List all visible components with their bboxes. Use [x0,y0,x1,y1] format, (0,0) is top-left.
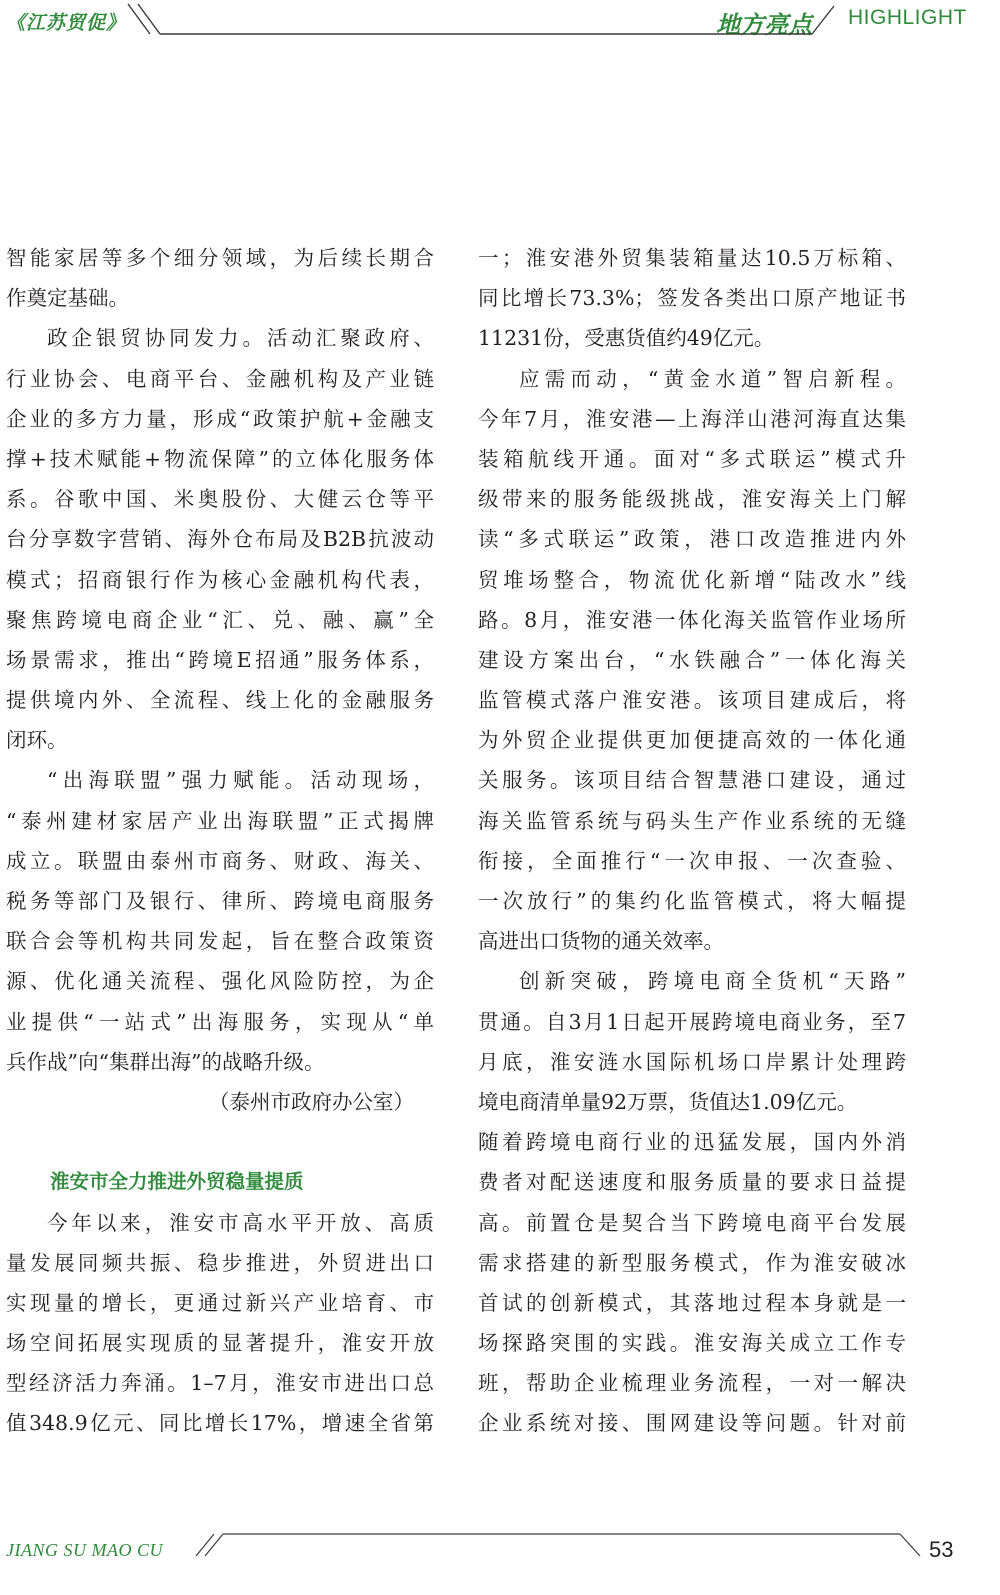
header-slash-3 [812,6,834,34]
magazine-title: 《江苏贸促》 [6,12,127,34]
text-line: 贸堆场整合，物流优化新增“陆改水”线 [478,567,906,592]
source-attribution: （泰州市政府办公室） [209,1089,414,1114]
text-line: 业提供“一站式”出海服务，实现从“单 [6,1009,434,1034]
header-slash-1 [128,4,150,34]
page-number: 53 [929,1537,954,1562]
blank-line [6,1122,434,1162]
section-title: 地方亮点 [716,10,812,39]
section-heading: 淮安市全力推进外贸稳量提质 [50,1170,304,1194]
text-line: 政企银贸协同发力。活动汇聚政府、 [47,326,434,351]
text-line: 同比增长73.3%；签发各类出口原产地证书 [478,286,906,311]
text-line: 量发展同频共振、稳步推进，外贸进出口 [6,1250,434,1275]
text-line: 一次放行”的集约化监管模式，将大幅提 [478,889,906,913]
text-line: 系。谷歌中国、米奥股份、大健云仓等平 [6,487,434,512]
text-line: 闭环。 [6,728,68,753]
text-line: 关服务。该项目结合智慧港口建设，通过 [478,768,906,793]
left-column [6,238,434,1444]
text-line: 装箱航线开通。面对“多式联运”模式升 [478,446,906,471]
text-line: 贯通。自3月1日起开展跨境电商业务，至7 [478,1009,906,1034]
text-line: 建设方案出台，“水铁融合”一体化海关 [478,647,906,672]
text-line: 聚焦跨境电商企业“汇、兑、融、赢”全 [6,607,434,632]
text-line: 型经济活力奔涌。1–7月，淮安市进出口总 [6,1371,434,1396]
text-line: 读“多式联运”政策，港口改造推进内外 [478,527,906,552]
text-line: 路。8月，淮安港一体化海关监管作业场所 [478,607,906,632]
text-line: 源、优化通关流程、强化风险防控，为企 [6,969,434,994]
text-line: 联合会等机构共同发起，旨在整合政策资 [6,929,434,954]
text-line: 企业的多方力量，形成“政策护航+金融支 [6,406,434,431]
text-line: 模式；招商银行作为核心金融机构代表， [6,567,434,592]
text-line: 为外贸企业提供更加便捷高效的一体化通 [478,728,906,753]
text-line: 月底，淮安涟水国际机场口岸累计处理跨 [478,1049,906,1074]
text-line: 费者对配送速度和服务质量的要求日益提 [478,1170,906,1195]
text-line: 今年以来，淮安市高水平开放、高质 [47,1210,434,1235]
text-line: 高。前置仓是契合当下跨境电商平台发展 [478,1210,906,1235]
text-line: 今年7月，淮安港—上海洋山港河海直达集 [478,406,906,431]
text-line: 值348.9亿元、同比增长17%，增速全省第 [6,1411,434,1436]
text-line: 随着跨境电商行业的迅猛发展，国内外消 [478,1130,906,1155]
text-line: 企业系统对接、围网建设等问题。针对前 [478,1411,906,1436]
text-line: 提供境内外、全流程、线上化的金融服务 [6,688,434,713]
text-line: 场空间拓展实现质的显著提升，淮安开放 [6,1331,434,1356]
text-line: 场景需求，推出“跨境E招通”服务体系， [6,647,434,672]
text-line: 级带来的服务能级挑战，淮安海关上门解 [478,487,906,512]
text-line: 智能家居等多个细分领域，为后续长期合 [6,246,434,270]
text-line: 台分享数字营销、海外仓布局及B2B抗波动 [6,527,434,552]
text-line: 监管模式落户淮安港。该项目建成后，将 [478,688,906,713]
section-title-en: HIGHLIGHT [848,6,967,29]
text-line: 衔接，全面推行“一次申报、一次查验、 [478,848,906,873]
text-line: 应需而动，“黄金水道”智启新程。 [519,366,906,391]
text-line: “出海联盟”强力赋能。活动现场， [47,768,434,793]
text-line: “泰州建材家居产业出海联盟”正式揭牌 [6,808,434,833]
footer-slash-2 [205,1534,223,1556]
text-line: 撑+技术赋能+物流保障”的立体化服务体 [6,446,434,471]
text-line: 成立。联盟由泰州市商务、财政、海关、 [6,848,434,873]
text-line: 税务等部门及银行、律所、跨境电商服务 [6,889,434,913]
text-line: 行业协会、电商平台、金融机构及产业链 [6,366,434,391]
text-line: 首试的创新模式，其落地过程本身就是一 [478,1290,906,1315]
text-line: 作奠定基础。 [6,286,129,311]
footer-slash-3 [900,1534,920,1556]
text-line: 实现量的增长，更通过新兴产业培育、市 [6,1290,434,1315]
text-line: 一；淮安港外贸集装箱量达10.5万标箱、 [478,246,906,270]
text-line: 境电商清单量92万票，货值达1.09亿元。 [478,1089,858,1114]
text-line: 场探路突围的实践。淮安海关成立工作专 [478,1331,906,1356]
magazine-title-en: JIANG SU MAO CU [6,1540,163,1560]
header-slash-2 [138,4,160,34]
text-line: 海关监管系统与码头生产作业系统的无缝 [478,808,906,833]
text-line: 兵作战”向“集群出海”的战略升级。 [6,1049,325,1074]
text-line: 高进出口货物的通关效率。 [478,929,724,954]
text-line: 创新突破，跨境电商全货机“天路” [519,969,906,994]
footer-slash-1 [196,1534,214,1556]
text-line: 11231份，受惠货值约49亿元。 [478,326,775,351]
text-line: 需求搭建的新型服务模式，作为淮安破冰 [478,1250,906,1275]
right-column [478,238,906,1444]
text-line: 班，帮助企业梳理业务流程，一对一解决 [478,1371,906,1396]
